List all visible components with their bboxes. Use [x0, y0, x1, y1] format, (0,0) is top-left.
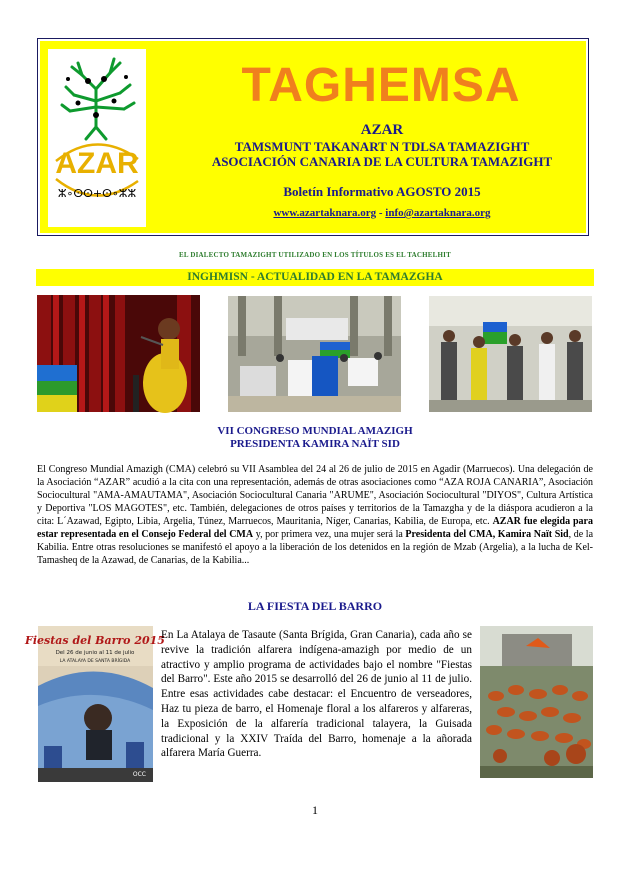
- photo-singer-on-stage: [37, 295, 200, 412]
- contact-links: [190, 207, 574, 219]
- article-body-bold-1: AZAR fue elegida para estar representada en el Consejo Federal del CMA: [37, 516, 593, 540]
- association-subtitle-tamazight: TAMSMUNT TAKANART N TDLSA TAMAZIGHT: [234, 139, 530, 154]
- tree-figure-icon: [48, 49, 146, 227]
- page-number: 1: [312, 803, 318, 817]
- article-body-part-1: El Congreso Mundial Amazigh (CMA) celebró su VII Asamblea del 24 al 26 de julio de 2015 en Agadir (Marruecos). Una delegación de la Asociación “AZAR” acudió a la cita con una representación, además de otras asociaciones como “AZA ROJA CANARIA”, Asociación Sociocultural "AMA-AMAUTAMA", Asociación Sociocultural Canaria "ARUME", Asociación Sociocultural "DIYOS", Cultura Artística y Deportiva "LOS MAGOTES", etc. También, delegaciones de otros países y territorios de la Tamazgha y de la diáspora acudieron a la cita: L´Azawad, Egipto, Libia, Argelia, Túnez, Marruecos, Mauritania, Níger, Canarias, Kabilia, de Europa, etc.: [37, 464, 593, 527]
- poster-corner: OCC: [132, 771, 146, 778]
- article-body-bold-2: Presidenta del CMA, Kamira Naït Sid: [405, 529, 569, 540]
- poster-dates: Del 26 de junio al 11 de julio: [55, 650, 135, 656]
- section-title: INGHMISN - ACTUALIDAD EN LA TAMAZGHA: [36, 269, 594, 286]
- links-separator: -: [376, 207, 386, 219]
- association-subtitle-spanish: ASOCIACIÓN CANARIA DE LA CULTURA TAMAZIGHT: [211, 154, 553, 169]
- photo-march-with-flag: [429, 296, 592, 412]
- photo-delegation-banners: [228, 296, 401, 412]
- fiesta-title: LA FIESTA DEL BARRO: [247, 599, 383, 613]
- article-body: [37, 463, 593, 567]
- email-link[interactable]: info@azartaknara.org: [385, 207, 491, 219]
- fiesta-poster: [25, 626, 165, 782]
- article-body-part-2: y, por primera vez, una mujer será la: [253, 529, 406, 540]
- logo-glyphs: ⵣ∘ⵙⵙ+ⵙ∘ⵣⵣ: [57, 187, 137, 200]
- newsletter-title: TAGHEMSA: [241, 59, 521, 112]
- azar-logo: [48, 49, 146, 227]
- fiesta-body: En La Atalaya de Tasaute (Santa Brígida, Gran Canaria), cada año se revive la tradición alfarera indígena-amazigh por medio de un atractivo y amplio programa de actividades bajo el nombre "Fiestas del Barro". Este año 2015 se desarrolló del 26 de junio al 11 de julio. Entre esas actividades cabe destacar: el Encuentro de verseadores, Haz tu pieza de barro, el Homenaje floral a los alfareros y alfareras, la Exposición de la alfarería tradicional talayera, la Guisada tradicional y la XXIV Traída del Barro, homenaje a la añorada alfarera María Guerra.: [161, 629, 472, 760]
- article-title-line-1: VII CONGRESO MUNDIAL AMAZIGH: [217, 425, 413, 437]
- article-title-line-2: PRESIDENTA KAMIRA NAÏT SID: [230, 438, 400, 450]
- bulletin-date: Boletín Informativo AGOSTO 2015: [283, 184, 481, 199]
- poster-title: Fiestas del Barro 2015: [25, 634, 165, 647]
- association-name: AZAR: [360, 122, 404, 138]
- article-body-part-3: , de la Kabilia. Entre otras resoluciones se manifestó el apoyo a la liberación de los detenidos en la región de Mzab (Argelia), a la lucha de Kel-Tamasheq de la Azawad, de Canarias, de la Kabilia...: [37, 529, 594, 566]
- dialect-note: EL DIALECTO TAMAZIGHT UTILIZADO EN LOS TÍTULOS ES EL TACHELHIT: [179, 251, 451, 259]
- website-link[interactable]: www.azartaknara.org: [273, 207, 377, 219]
- logo-text: AZAR: [55, 147, 139, 180]
- poster-place: LA ATALAYA DE SANTA BRÍGIDA: [59, 659, 131, 664]
- photo-pottery-display: [480, 626, 593, 778]
